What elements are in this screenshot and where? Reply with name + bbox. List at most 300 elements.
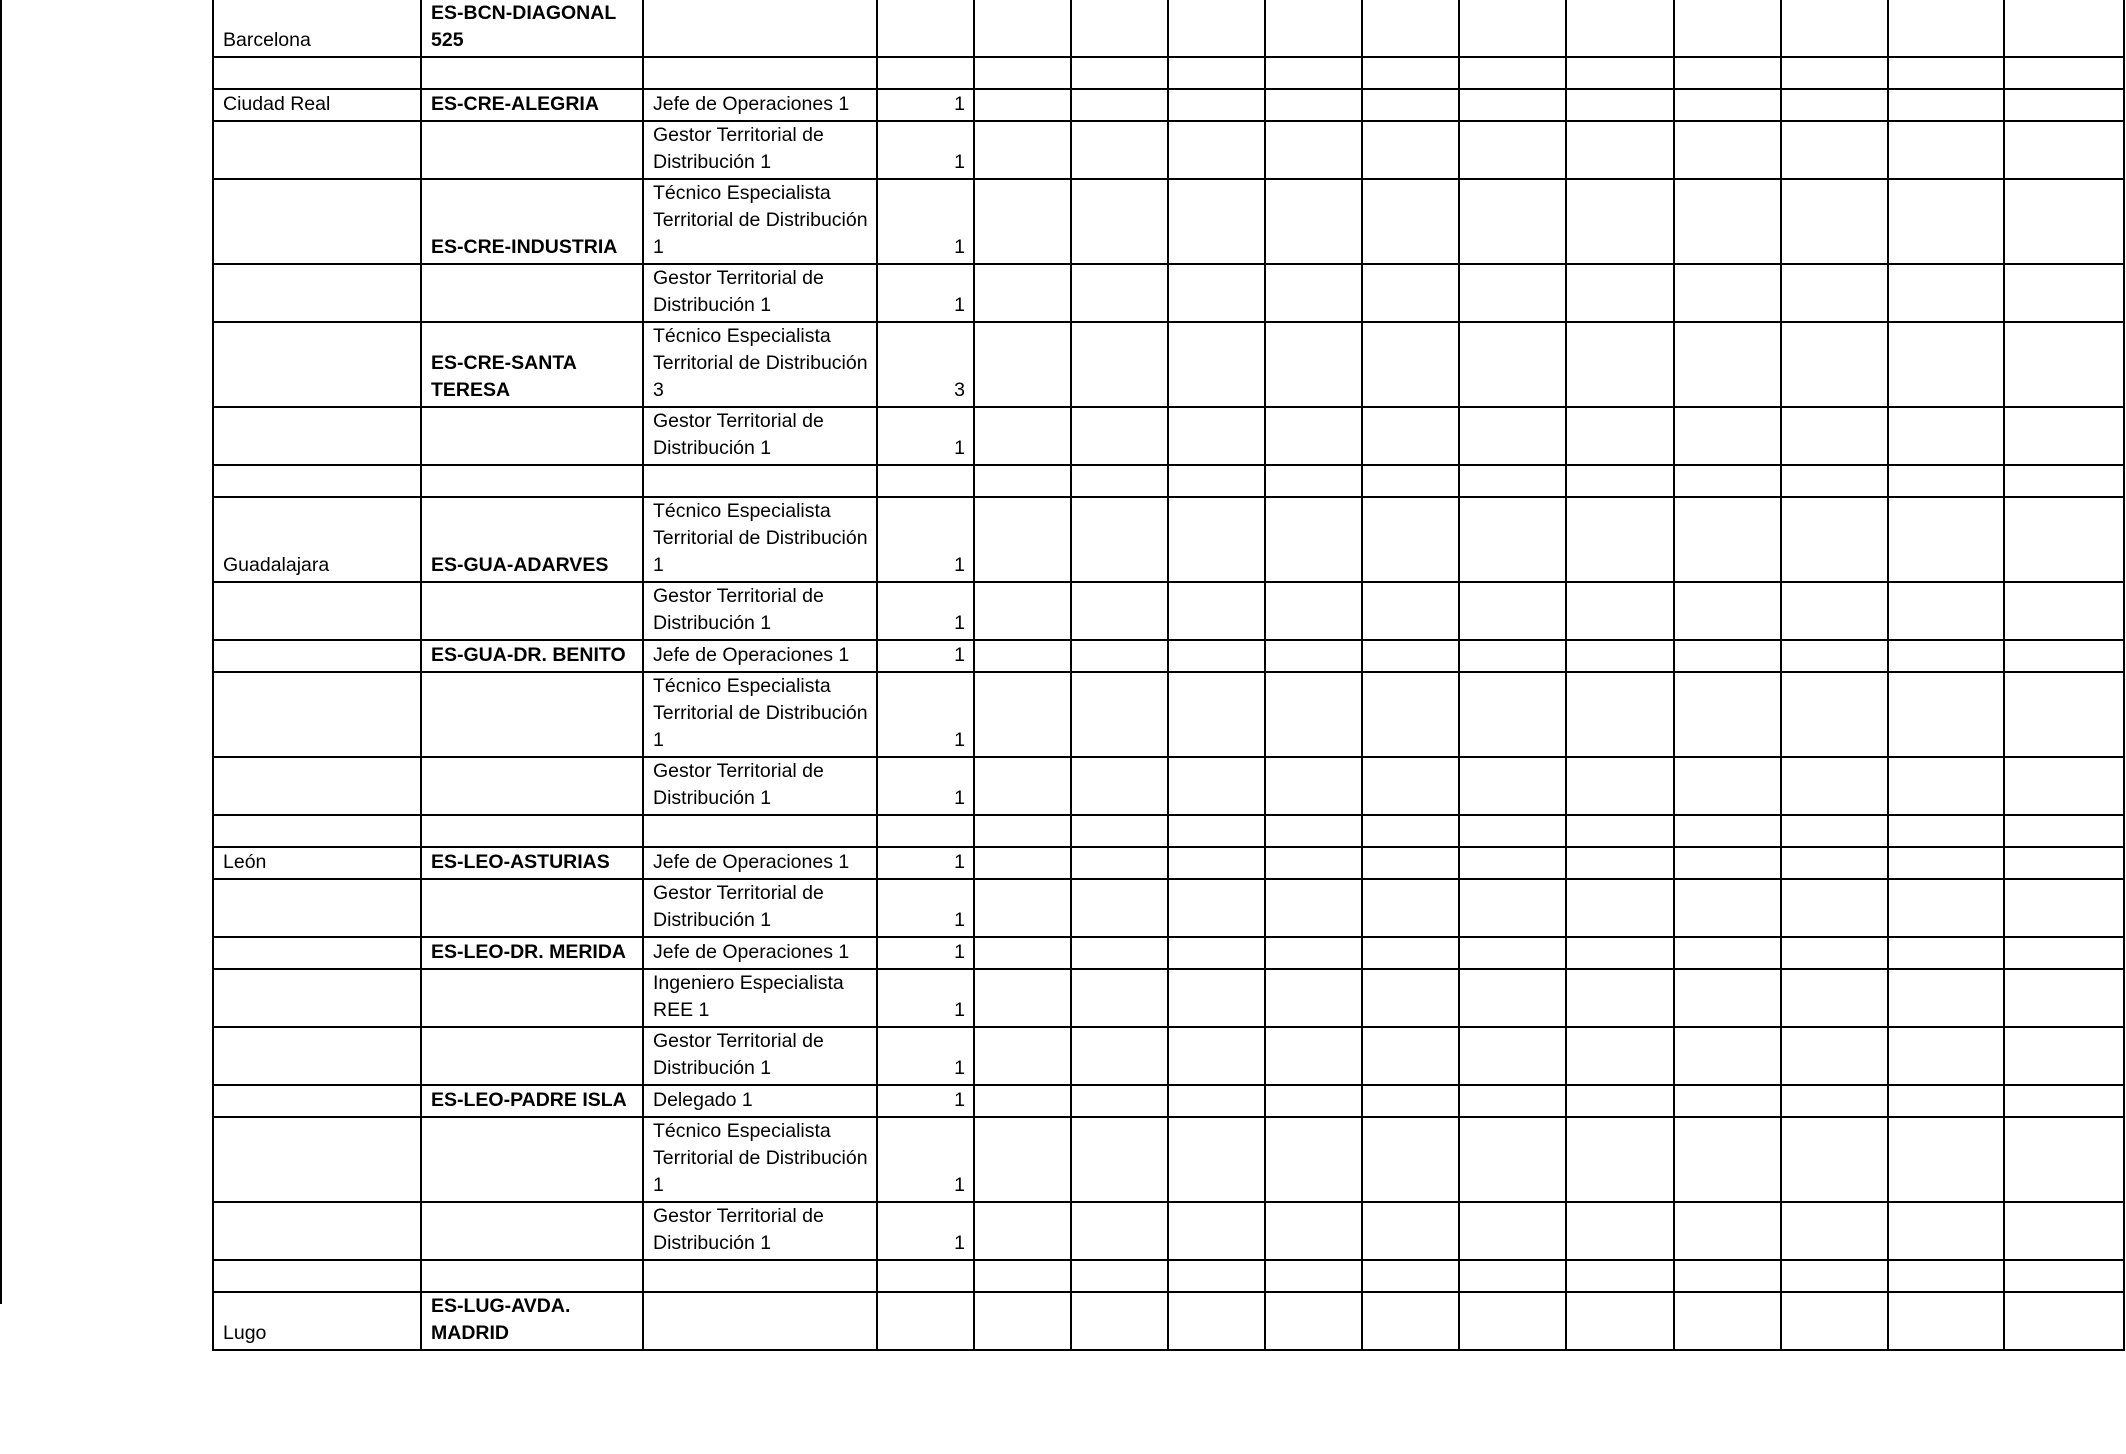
empty-cell bbox=[1362, 465, 1459, 497]
empty-cell bbox=[1265, 1117, 1362, 1202]
empty-cell bbox=[1674, 969, 1781, 1027]
centre-code-cell bbox=[421, 1202, 643, 1260]
centre-code-cell bbox=[421, 57, 643, 89]
province-cell: León bbox=[213, 847, 421, 879]
empty-cell bbox=[1888, 1027, 2004, 1085]
table-row bbox=[213, 847, 2124, 879]
count-cell bbox=[877, 0, 974, 57]
empty-cell bbox=[1459, 497, 1566, 582]
empty-cell bbox=[1566, 815, 1674, 847]
province-cell bbox=[213, 582, 421, 640]
empty-cell bbox=[1781, 179, 1888, 264]
empty-cell bbox=[1071, 1292, 1168, 1350]
position-cell: Gestor Territorial de Distribución 1 bbox=[643, 264, 877, 322]
count-cell: 1 bbox=[877, 640, 974, 672]
count-cell: 1 bbox=[877, 969, 974, 1027]
position-cell: Gestor Territorial de Distribución 1 bbox=[643, 582, 877, 640]
position-cell: Gestor Territorial de Distribución 1 bbox=[643, 121, 877, 179]
empty-cell bbox=[974, 582, 1071, 640]
empty-cell bbox=[1888, 640, 2004, 672]
centre-code-cell bbox=[421, 672, 643, 757]
empty-cell bbox=[1566, 407, 1674, 465]
empty-cell bbox=[1888, 121, 2004, 179]
empty-cell bbox=[1362, 407, 1459, 465]
empty-cell bbox=[1071, 264, 1168, 322]
empty-cell bbox=[1674, 121, 1781, 179]
empty-cell bbox=[1071, 937, 1168, 969]
empty-cell bbox=[1781, 1085, 1888, 1117]
empty-cell bbox=[1566, 969, 1674, 1027]
empty-cell bbox=[974, 1202, 1071, 1260]
empty-cell bbox=[1781, 582, 1888, 640]
empty-cell bbox=[1168, 582, 1265, 640]
position-cell bbox=[643, 465, 877, 497]
empty-cell bbox=[1362, 672, 1459, 757]
centre-code-cell: ES-CRE-INDUSTRIA bbox=[421, 179, 643, 264]
empty-cell bbox=[1781, 322, 1888, 407]
empty-cell bbox=[1265, 815, 1362, 847]
empty-cell bbox=[1674, 757, 1781, 815]
empty-cell bbox=[1362, 497, 1459, 582]
page-left-border bbox=[0, 0, 2, 1304]
empty-cell bbox=[1265, 879, 1362, 937]
empty-cell bbox=[1459, 1292, 1566, 1350]
table-row bbox=[213, 937, 2124, 969]
empty-cell bbox=[1566, 0, 1674, 57]
table-row bbox=[213, 1260, 2124, 1292]
province-cell: Guadalajara bbox=[213, 497, 421, 582]
province-cell bbox=[213, 179, 421, 264]
empty-cell bbox=[1566, 1085, 1674, 1117]
province-cell bbox=[213, 937, 421, 969]
empty-cell bbox=[1781, 407, 1888, 465]
table-row bbox=[213, 1085, 2124, 1117]
empty-cell bbox=[1362, 640, 1459, 672]
empty-cell bbox=[1781, 121, 1888, 179]
empty-cell bbox=[1888, 179, 2004, 264]
empty-cell bbox=[974, 879, 1071, 937]
empty-cell bbox=[1781, 879, 1888, 937]
province-cell bbox=[213, 1027, 421, 1085]
empty-cell bbox=[974, 969, 1071, 1027]
position-cell: Jefe de Operaciones 1 bbox=[643, 89, 877, 121]
province-cell bbox=[213, 757, 421, 815]
empty-cell bbox=[1888, 89, 2004, 121]
empty-cell bbox=[974, 1260, 1071, 1292]
table-row bbox=[213, 57, 2124, 89]
empty-cell bbox=[1265, 1085, 1362, 1117]
empty-cell bbox=[1168, 640, 1265, 672]
province-cell bbox=[213, 57, 421, 89]
empty-cell bbox=[1071, 815, 1168, 847]
count-cell: 1 bbox=[877, 121, 974, 179]
empty-cell bbox=[1071, 0, 1168, 57]
province-cell bbox=[213, 1202, 421, 1260]
empty-cell bbox=[1781, 847, 1888, 879]
centre-code-cell: ES-CRE-ALEGRIA bbox=[421, 89, 643, 121]
empty-cell bbox=[1566, 179, 1674, 264]
empty-cell bbox=[1168, 969, 1265, 1027]
empty-cell bbox=[974, 0, 1071, 57]
empty-cell bbox=[1168, 264, 1265, 322]
empty-cell bbox=[1071, 407, 1168, 465]
empty-cell bbox=[1781, 1027, 1888, 1085]
empty-cell bbox=[1362, 1260, 1459, 1292]
table-row bbox=[213, 497, 2124, 582]
centre-code-cell bbox=[421, 1260, 643, 1292]
empty-cell bbox=[1674, 1085, 1781, 1117]
empty-cell bbox=[1566, 497, 1674, 582]
empty-cell bbox=[1888, 757, 2004, 815]
position-cell: Gestor Territorial de Distribución 1 bbox=[643, 1202, 877, 1260]
empty-cell bbox=[1459, 757, 1566, 815]
empty-cell bbox=[1265, 1260, 1362, 1292]
empty-cell bbox=[1168, 1117, 1265, 1202]
count-cell: 3 bbox=[877, 322, 974, 407]
empty-cell bbox=[1265, 264, 1362, 322]
table-row bbox=[213, 121, 2124, 179]
table-row bbox=[213, 465, 2124, 497]
position-cell: Técnico Especialista Territorial de Distribución 1 bbox=[643, 1117, 877, 1202]
table-row bbox=[213, 879, 2124, 937]
empty-cell bbox=[1459, 582, 1566, 640]
centre-code-cell bbox=[421, 121, 643, 179]
staffing-table bbox=[212, 0, 2125, 1351]
empty-cell bbox=[1362, 815, 1459, 847]
province-cell bbox=[213, 264, 421, 322]
table-row bbox=[213, 640, 2124, 672]
empty-cell bbox=[1674, 847, 1781, 879]
empty-cell bbox=[1071, 757, 1168, 815]
empty-cell bbox=[1071, 1117, 1168, 1202]
empty-cell bbox=[1168, 0, 1265, 57]
position-cell bbox=[643, 815, 877, 847]
empty-cell bbox=[1781, 497, 1888, 582]
empty-cell bbox=[1362, 322, 1459, 407]
empty-cell bbox=[1265, 969, 1362, 1027]
position-cell: Jefe de Operaciones 1 bbox=[643, 847, 877, 879]
empty-cell bbox=[1168, 407, 1265, 465]
empty-cell bbox=[1888, 815, 2004, 847]
empty-cell bbox=[1674, 1117, 1781, 1202]
empty-cell bbox=[1362, 1027, 1459, 1085]
province-cell bbox=[213, 465, 421, 497]
empty-cell bbox=[1888, 1085, 2004, 1117]
empty-cell bbox=[974, 465, 1071, 497]
empty-cell bbox=[1459, 879, 1566, 937]
empty-cell bbox=[1781, 57, 1888, 89]
empty-cell bbox=[1459, 672, 1566, 757]
empty-cell bbox=[1362, 1085, 1459, 1117]
empty-cell bbox=[1362, 847, 1459, 879]
province-cell: Barcelona bbox=[213, 0, 421, 57]
centre-code-cell bbox=[421, 757, 643, 815]
empty-cell bbox=[1265, 57, 1362, 89]
empty-cell bbox=[1674, 465, 1781, 497]
empty-cell bbox=[974, 322, 1071, 407]
centre-code-cell: ES-LEO-PADRE ISLA bbox=[421, 1085, 643, 1117]
empty-cell bbox=[1888, 322, 2004, 407]
empty-cell bbox=[2004, 847, 2124, 879]
empty-cell bbox=[1781, 815, 1888, 847]
province-cell bbox=[213, 1085, 421, 1117]
empty-cell bbox=[1071, 179, 1168, 264]
empty-cell bbox=[1566, 847, 1674, 879]
empty-cell bbox=[1168, 815, 1265, 847]
empty-cell bbox=[2004, 1085, 2124, 1117]
province-cell bbox=[213, 407, 421, 465]
count-cell bbox=[877, 1292, 974, 1350]
empty-cell bbox=[2004, 582, 2124, 640]
empty-cell bbox=[1674, 672, 1781, 757]
table-row bbox=[213, 672, 2124, 757]
empty-cell bbox=[974, 1117, 1071, 1202]
empty-cell bbox=[1265, 179, 1362, 264]
empty-cell bbox=[1265, 640, 1362, 672]
empty-cell bbox=[1362, 89, 1459, 121]
empty-cell bbox=[1265, 497, 1362, 582]
table-row bbox=[213, 0, 2124, 57]
empty-cell bbox=[1459, 815, 1566, 847]
empty-cell bbox=[974, 1292, 1071, 1350]
empty-cell bbox=[1459, 1202, 1566, 1260]
empty-cell bbox=[1674, 497, 1781, 582]
empty-cell bbox=[2004, 465, 2124, 497]
empty-cell bbox=[1781, 1292, 1888, 1350]
empty-cell bbox=[1566, 582, 1674, 640]
table-row bbox=[213, 322, 2124, 407]
empty-cell bbox=[1168, 1027, 1265, 1085]
empty-cell bbox=[1265, 322, 1362, 407]
empty-cell bbox=[1566, 1292, 1674, 1350]
empty-cell bbox=[1168, 1085, 1265, 1117]
position-cell: Jefe de Operaciones 1 bbox=[643, 937, 877, 969]
empty-cell bbox=[974, 815, 1071, 847]
position-cell: Técnico Especialista Territorial de Distribución 3 bbox=[643, 322, 877, 407]
empty-cell bbox=[1265, 407, 1362, 465]
empty-cell bbox=[974, 937, 1071, 969]
empty-cell bbox=[974, 497, 1071, 582]
count-cell bbox=[877, 57, 974, 89]
centre-code-cell: ES-LEO-ASTURIAS bbox=[421, 847, 643, 879]
province-cell bbox=[213, 815, 421, 847]
empty-cell bbox=[1362, 264, 1459, 322]
empty-cell bbox=[1168, 1260, 1265, 1292]
empty-cell bbox=[1781, 1202, 1888, 1260]
position-cell: Gestor Territorial de Distribución 1 bbox=[643, 879, 877, 937]
empty-cell bbox=[1674, 1292, 1781, 1350]
table-row bbox=[213, 264, 2124, 322]
empty-cell bbox=[1071, 672, 1168, 757]
position-cell: Gestor Territorial de Distribución 1 bbox=[643, 757, 877, 815]
empty-cell bbox=[2004, 1202, 2124, 1260]
empty-cell bbox=[1362, 1202, 1459, 1260]
empty-cell bbox=[1459, 1260, 1566, 1292]
empty-cell bbox=[1265, 1202, 1362, 1260]
count-cell: 1 bbox=[877, 757, 974, 815]
empty-cell bbox=[974, 407, 1071, 465]
centre-code-cell bbox=[421, 465, 643, 497]
empty-cell bbox=[974, 179, 1071, 264]
position-cell: Jefe de Operaciones 1 bbox=[643, 640, 877, 672]
table-row bbox=[213, 1027, 2124, 1085]
table-row bbox=[213, 757, 2124, 815]
count-cell: 1 bbox=[877, 847, 974, 879]
empty-cell bbox=[1168, 1292, 1265, 1350]
empty-cell bbox=[1265, 937, 1362, 969]
empty-cell bbox=[1459, 264, 1566, 322]
empty-cell bbox=[1566, 757, 1674, 815]
empty-cell bbox=[1071, 497, 1168, 582]
empty-cell bbox=[1265, 1027, 1362, 1085]
position-cell: Técnico Especialista Territorial de Distribución 1 bbox=[643, 179, 877, 264]
count-cell: 1 bbox=[877, 407, 974, 465]
empty-cell bbox=[1459, 179, 1566, 264]
empty-cell bbox=[1888, 0, 2004, 57]
empty-cell bbox=[2004, 179, 2124, 264]
empty-cell bbox=[1362, 1292, 1459, 1350]
empty-cell bbox=[1362, 121, 1459, 179]
empty-cell bbox=[1888, 1292, 2004, 1350]
empty-cell bbox=[1781, 969, 1888, 1027]
empty-cell bbox=[1071, 969, 1168, 1027]
empty-cell bbox=[1781, 937, 1888, 969]
empty-cell bbox=[1674, 815, 1781, 847]
position-cell bbox=[643, 1292, 877, 1350]
empty-cell bbox=[1071, 879, 1168, 937]
count-cell bbox=[877, 465, 974, 497]
empty-cell bbox=[2004, 815, 2124, 847]
empty-cell bbox=[2004, 264, 2124, 322]
empty-cell bbox=[974, 264, 1071, 322]
empty-cell bbox=[1168, 497, 1265, 582]
empty-cell bbox=[2004, 937, 2124, 969]
empty-cell bbox=[1888, 465, 2004, 497]
empty-cell bbox=[2004, 497, 2124, 582]
empty-cell bbox=[1071, 582, 1168, 640]
empty-cell bbox=[1459, 847, 1566, 879]
empty-cell bbox=[1071, 121, 1168, 179]
empty-cell bbox=[1168, 57, 1265, 89]
empty-cell bbox=[1071, 89, 1168, 121]
empty-cell bbox=[1566, 121, 1674, 179]
empty-cell bbox=[2004, 640, 2124, 672]
table-row bbox=[213, 407, 2124, 465]
empty-cell bbox=[974, 1085, 1071, 1117]
empty-cell bbox=[1265, 757, 1362, 815]
empty-cell bbox=[2004, 121, 2124, 179]
empty-cell bbox=[1674, 640, 1781, 672]
empty-cell bbox=[974, 757, 1071, 815]
empty-cell bbox=[1459, 322, 1566, 407]
empty-cell bbox=[1888, 582, 2004, 640]
empty-cell bbox=[1265, 1292, 1362, 1350]
empty-cell bbox=[1566, 879, 1674, 937]
empty-cell bbox=[2004, 1027, 2124, 1085]
empty-cell bbox=[2004, 879, 2124, 937]
position-cell: Ingeniero Especialista REE 1 bbox=[643, 969, 877, 1027]
empty-cell bbox=[1566, 1202, 1674, 1260]
empty-cell bbox=[1888, 937, 2004, 969]
empty-cell bbox=[1362, 937, 1459, 969]
count-cell: 1 bbox=[877, 89, 974, 121]
empty-cell bbox=[2004, 1260, 2124, 1292]
empty-cell bbox=[1362, 969, 1459, 1027]
empty-cell bbox=[1071, 1027, 1168, 1085]
province-cell bbox=[213, 1260, 421, 1292]
empty-cell bbox=[1459, 1027, 1566, 1085]
empty-cell bbox=[1071, 640, 1168, 672]
empty-cell bbox=[1674, 0, 1781, 57]
table-body bbox=[213, 0, 2124, 1350]
empty-cell bbox=[1362, 179, 1459, 264]
centre-code-cell: ES-LEO-DR. MERIDA bbox=[421, 937, 643, 969]
empty-cell bbox=[1674, 322, 1781, 407]
table-row bbox=[213, 582, 2124, 640]
centre-code-cell: ES-GUA-DR. BENITO bbox=[421, 640, 643, 672]
empty-cell bbox=[1566, 640, 1674, 672]
empty-cell bbox=[1888, 57, 2004, 89]
empty-cell bbox=[1168, 847, 1265, 879]
empty-cell bbox=[1459, 1117, 1566, 1202]
empty-cell bbox=[1168, 757, 1265, 815]
count-cell bbox=[877, 1260, 974, 1292]
empty-cell bbox=[2004, 322, 2124, 407]
position-cell: Delegado 1 bbox=[643, 1085, 877, 1117]
empty-cell bbox=[974, 1027, 1071, 1085]
empty-cell bbox=[1168, 179, 1265, 264]
empty-cell bbox=[1071, 465, 1168, 497]
empty-cell bbox=[1168, 879, 1265, 937]
empty-cell bbox=[1674, 1260, 1781, 1292]
empty-cell bbox=[1566, 465, 1674, 497]
province-cell: Lugo bbox=[213, 1292, 421, 1350]
empty-cell bbox=[1888, 672, 2004, 757]
centre-code-cell bbox=[421, 1117, 643, 1202]
centre-code-cell: ES-CRE-SANTA TERESA bbox=[421, 322, 643, 407]
province-cell bbox=[213, 672, 421, 757]
province-cell bbox=[213, 969, 421, 1027]
empty-cell bbox=[1566, 89, 1674, 121]
centre-code-cell: ES-BCN-DIAGONAL 525 bbox=[421, 0, 643, 57]
empty-cell bbox=[1674, 179, 1781, 264]
empty-cell bbox=[1674, 407, 1781, 465]
empty-cell bbox=[1265, 847, 1362, 879]
centre-code-cell: ES-GUA-ADARVES bbox=[421, 497, 643, 582]
empty-cell bbox=[1265, 672, 1362, 757]
empty-cell bbox=[1781, 465, 1888, 497]
empty-cell bbox=[1265, 121, 1362, 179]
empty-cell bbox=[1459, 57, 1566, 89]
empty-cell bbox=[1888, 847, 2004, 879]
empty-cell bbox=[1459, 640, 1566, 672]
count-cell: 1 bbox=[877, 1117, 974, 1202]
empty-cell bbox=[974, 847, 1071, 879]
count-cell: 1 bbox=[877, 672, 974, 757]
empty-cell bbox=[1071, 1202, 1168, 1260]
empty-cell bbox=[1168, 121, 1265, 179]
empty-cell bbox=[1674, 57, 1781, 89]
count-cell: 1 bbox=[877, 1027, 974, 1085]
empty-cell bbox=[1459, 0, 1566, 57]
count-cell: 1 bbox=[877, 879, 974, 937]
empty-cell bbox=[1168, 465, 1265, 497]
empty-cell bbox=[1459, 465, 1566, 497]
empty-cell bbox=[1674, 937, 1781, 969]
empty-cell bbox=[2004, 0, 2124, 57]
count-cell: 1 bbox=[877, 179, 974, 264]
count-cell: 1 bbox=[877, 937, 974, 969]
